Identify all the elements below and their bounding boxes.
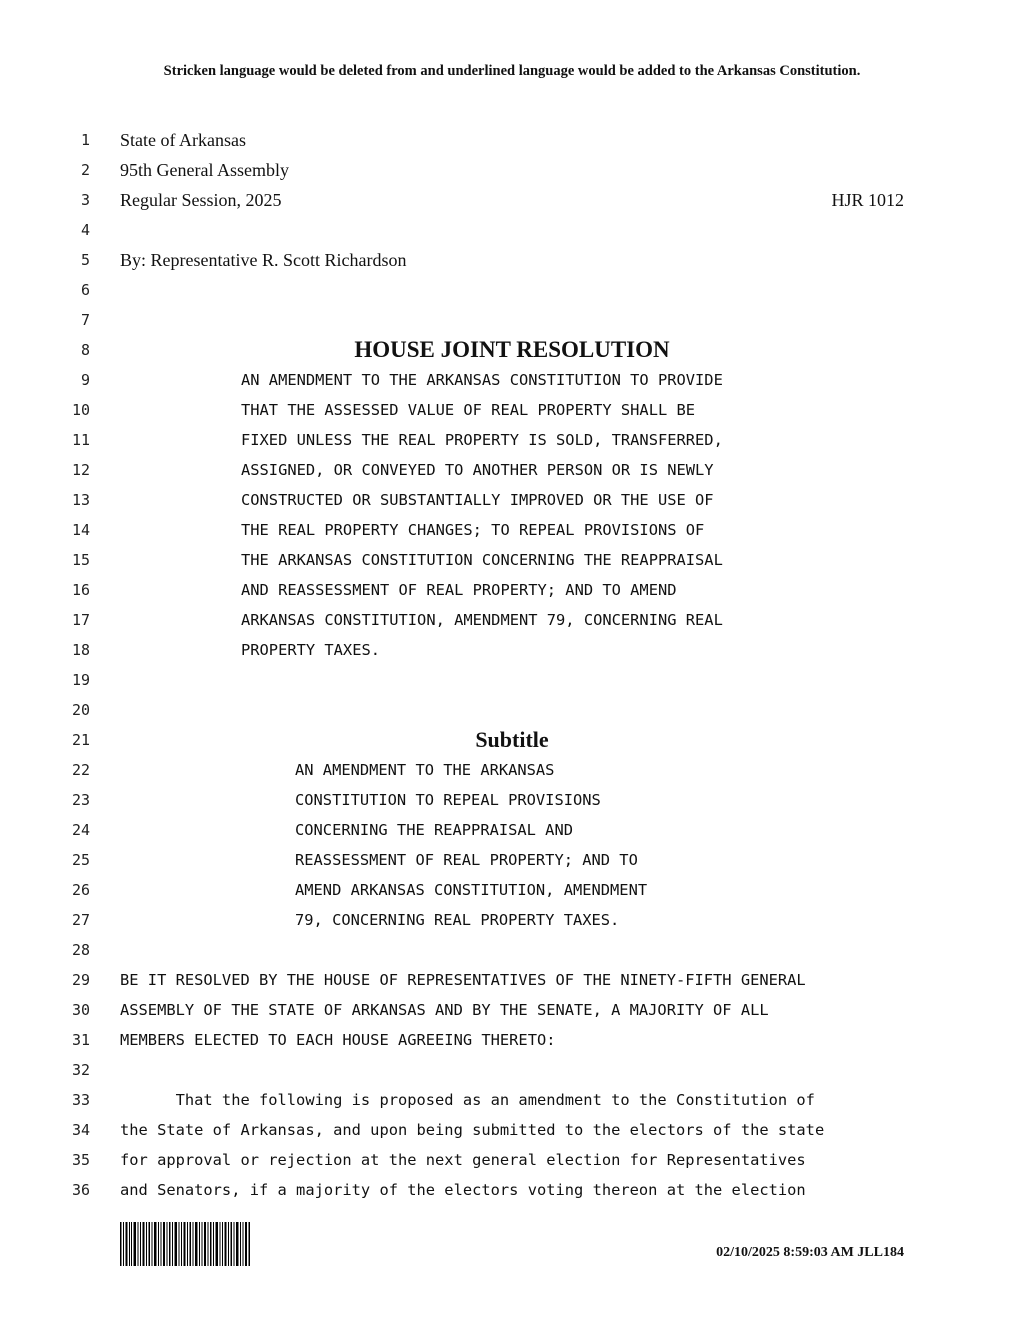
title-line: CONSTRUCTED OR SUBSTANTIALLY IMPROVED OR THE USE OF bbox=[241, 491, 714, 509]
title-line: ARKANSAS CONSTITUTION, AMENDMENT 79, CONCERNING REAL bbox=[241, 611, 723, 629]
line-number: 19 bbox=[71, 671, 90, 689]
title-line: PROPERTY TAXES. bbox=[241, 641, 380, 659]
document-timestamp: 02/10/2025 8:59:03 AM JLL184 bbox=[716, 1245, 904, 1260]
line-number: 28 bbox=[71, 941, 90, 959]
line-8 bbox=[0, 335, 1024, 365]
line-number: 33 bbox=[71, 1091, 90, 1109]
line-number: 27 bbox=[71, 911, 90, 929]
barcode-icon bbox=[120, 1222, 250, 1266]
resolution-heading: HOUSE JOINT RESOLUTION bbox=[354, 337, 670, 362]
line-16 bbox=[0, 575, 1024, 605]
subtitle-line: CONSTITUTION TO REPEAL PROVISIONS bbox=[295, 791, 601, 809]
line-20 bbox=[0, 695, 1024, 725]
resolving-clause-line: MEMBERS ELECTED TO EACH HOUSE AGREEING THERETO: bbox=[120, 1031, 556, 1049]
line-2 bbox=[0, 155, 1024, 185]
resolving-clause-line: BE IT RESOLVED BY THE HOUSE OF REPRESENTATIVES OF THE NINETY-FIFTH GENERAL bbox=[120, 971, 806, 989]
line-11 bbox=[0, 425, 1024, 455]
bill-number: HJR 1012 bbox=[831, 190, 904, 210]
sponsor: By: Representative R. Scott Richardson bbox=[120, 250, 407, 270]
line-36 bbox=[0, 1175, 1024, 1205]
title-line: AND REASSESSMENT OF REAL PROPERTY; AND TO AMEND bbox=[241, 581, 677, 599]
title-line: THE ARKANSAS CONSTITUTION CONCERNING THE REAPPRAISAL bbox=[241, 551, 723, 569]
line-number: 30 bbox=[71, 1001, 90, 1019]
line-22 bbox=[0, 755, 1024, 785]
line-13 bbox=[0, 485, 1024, 515]
line-number: 8 bbox=[80, 341, 90, 359]
line-number: 18 bbox=[71, 641, 90, 659]
line-3 bbox=[0, 185, 1024, 215]
line-17 bbox=[0, 605, 1024, 635]
line-23 bbox=[0, 785, 1024, 815]
title-line: THAT THE ASSESSED VALUE OF REAL PROPERTY SHALL BE bbox=[241, 401, 696, 419]
line-14 bbox=[0, 515, 1024, 545]
line-number: 34 bbox=[71, 1121, 90, 1139]
line-number: 20 bbox=[71, 701, 90, 719]
line-number: 22 bbox=[71, 761, 90, 779]
subtitle-line: AN AMENDMENT TO THE ARKANSAS bbox=[295, 761, 555, 779]
line-number: 4 bbox=[80, 221, 90, 239]
line-number: 7 bbox=[80, 311, 90, 329]
line-30 bbox=[0, 995, 1024, 1025]
body-line: the State of Arkansas, and upon being submitted to the electors of the state bbox=[120, 1121, 825, 1139]
line-number: 29 bbox=[71, 971, 90, 989]
subtitle-line: REASSESSMENT OF REAL PROPERTY; AND TO bbox=[295, 851, 638, 869]
title-line: AN AMENDMENT TO THE ARKANSAS CONSTITUTION TO PROVIDE bbox=[241, 371, 723, 389]
line-number: 5 bbox=[80, 251, 90, 269]
line-26 bbox=[0, 875, 1024, 905]
line-34 bbox=[0, 1115, 1024, 1145]
line-number: 10 bbox=[71, 401, 90, 419]
line-5 bbox=[0, 245, 1024, 275]
line-10 bbox=[0, 395, 1024, 425]
resolving-clause-line: ASSEMBLY OF THE STATE OF ARKANSAS AND BY THE SENATE, A MAJORITY OF ALL bbox=[120, 1001, 769, 1019]
line-number: 16 bbox=[71, 581, 90, 599]
line-35 bbox=[0, 1145, 1024, 1175]
title-line: ASSIGNED, OR CONVEYED TO ANOTHER PERSON OR IS NEWLY bbox=[241, 461, 714, 479]
line-number: 12 bbox=[71, 461, 90, 479]
line-number: 1 bbox=[80, 131, 90, 149]
line-number: 11 bbox=[71, 431, 90, 449]
line-27 bbox=[0, 905, 1024, 935]
general-assembly: 95th General Assembly bbox=[120, 160, 289, 180]
line-number: 25 bbox=[71, 851, 90, 869]
body-line: That the following is proposed as an amendment to the Constitution of bbox=[120, 1091, 815, 1109]
subtitle-line: CONCERNING THE REAPPRAISAL AND bbox=[295, 821, 573, 839]
line-25 bbox=[0, 845, 1024, 875]
line-number: 13 bbox=[71, 491, 90, 509]
line-33 bbox=[0, 1085, 1024, 1115]
line-18 bbox=[0, 635, 1024, 665]
line-number: 6 bbox=[80, 281, 90, 299]
line-number: 17 bbox=[71, 611, 90, 629]
line-number: 36 bbox=[71, 1181, 90, 1199]
line-15 bbox=[0, 545, 1024, 575]
line-number: 35 bbox=[71, 1151, 90, 1169]
line-number: 31 bbox=[71, 1031, 90, 1049]
subtitle-line: 79, CONCERNING REAL PROPERTY TAXES. bbox=[295, 911, 620, 929]
line-number: 32 bbox=[71, 1061, 90, 1079]
line-number: 9 bbox=[80, 371, 90, 389]
line-19 bbox=[0, 665, 1024, 695]
line-29 bbox=[0, 965, 1024, 995]
line-number: 26 bbox=[71, 881, 90, 899]
state-name: State of Arkansas bbox=[120, 130, 246, 150]
subtitle-line: AMEND ARKANSAS CONSTITUTION, AMENDMENT bbox=[295, 881, 648, 899]
line-number: 2 bbox=[80, 161, 90, 179]
body-line: and Senators, if a majority of the electors voting thereon at the election bbox=[120, 1181, 806, 1199]
session-name: Regular Session, 2025 bbox=[120, 190, 282, 210]
title-line: THE REAL PROPERTY CHANGES; TO REPEAL PROVISIONS OF bbox=[241, 521, 705, 539]
line-9 bbox=[0, 365, 1024, 395]
line-number: 24 bbox=[71, 821, 90, 839]
line-number: 3 bbox=[80, 191, 90, 209]
line-6 bbox=[0, 275, 1024, 305]
line-7 bbox=[0, 305, 1024, 335]
line-12 bbox=[0, 455, 1024, 485]
line-28 bbox=[0, 935, 1024, 965]
line-4 bbox=[0, 215, 1024, 245]
line-number: 23 bbox=[71, 791, 90, 809]
line-31 bbox=[0, 1025, 1024, 1055]
line-1 bbox=[0, 125, 1024, 155]
subtitle-heading: Subtitle bbox=[475, 727, 549, 752]
stricken-language-notice: Stricken language would be deleted from and underlined language would be added to the Arkansas Constitution. bbox=[163, 63, 861, 79]
line-number: 21 bbox=[71, 731, 90, 749]
line-number: 15 bbox=[71, 551, 90, 569]
line-24 bbox=[0, 815, 1024, 845]
line-32 bbox=[0, 1055, 1024, 1085]
title-line: FIXED UNLESS THE REAL PROPERTY IS SOLD, TRANSFERRED, bbox=[241, 431, 723, 449]
line-number: 14 bbox=[71, 521, 90, 539]
body-line: for approval or rejection at the next general election for Representatives bbox=[120, 1151, 806, 1169]
line-21 bbox=[0, 725, 1024, 755]
